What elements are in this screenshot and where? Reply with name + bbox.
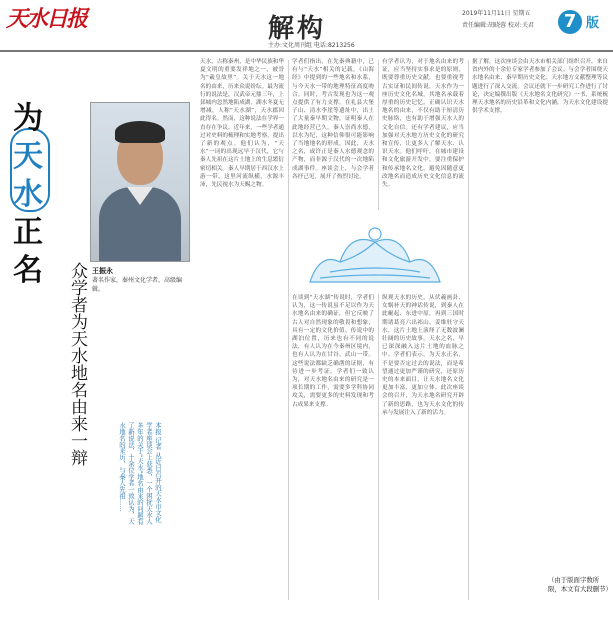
column-divider [378,60,379,210]
article-intro: 本报 记者 从近日召开的天水市文化学者座谈会上获悉，一个困扰天水人多年的关于“天水”地名由来的问题有了新说法，十余位学者一致认为，天水地名的来历，与秦人先祖…… [118,422,162,525]
headline [8,100,48,290]
section-title: 解构 [268,14,327,44]
headline-char: 为 [13,101,43,136]
editor-credits: 责任编辑:胡晓蓉 校对:关君 [462,22,534,29]
section-editor-info: 主办:文化周刊组 电话:8213256 [268,42,355,49]
column-divider [468,60,469,600]
headline-char: 名 [13,253,43,288]
photo-caption-desc: 著名作家，秦州文化学者，高级编辑。 [92,277,183,293]
article-note: （由于版面字数所限，本文有大段删节） [548,576,612,593]
author-photo [90,102,190,262]
article-column: 学者们指出，在先秦典籍中，已有与“天水”相关的记载。《山海经》中提到的一些地名和水系，与今天水一带的地理特征高度吻合。同时，考古发现也为这一观点提供了有力支撑。在礼县大堡子山、清水李崖等遗址中，出土了大量秦早期文物，证明秦人在此地经营已久。秦人崇尚水德，以水为纪，这种信仰很可能影响了当地地名的形成。因此，天水之名，或许正是秦人水德观念的产物，而非源于汉代的一次地陷成湖事件。座谈会上，与会学者各抒己见，展开了热烈讨论。 [292,59,374,180]
article-column: 有学者认为，对于地名由来的考证，应当坚持实事求是的原则，既要尊重历史文献，也要重视考古实证和民间传说。天水作为一座历史文化名城，其地名承载着厚重的历史记忆。正确认识天水地名的由来，不仅有助于厘清历史脉络，也有助于增强天水人的文化自信。还有学者建议，应当加强对天水地方历史文化的研究和宣传，让更多人了解天水、认识天水。他们呼吁，在城市建设和文化旅游开发中，要注重保护和传承地名文化，避免因随意更改地名而造成历史文化信息的流失。 [382,59,464,189]
column-divider [378,294,379,600]
article-column: 据了解，这次座谈会由天水市相关部门组织召开，来自省内外的十余位专家学者参加了会议。与会学者围绕天水地名由来、秦早期历史文化、天水地方文献整理等议题进行了深入交流。会议还就下一步研究工作进行了讨论，决定编撰出版《天水地名文化研究》一书，系统梳理天水地名的历史沿革和文化内涵，为天水文化建设提供学术支撑。 [472,59,608,115]
header-rule [0,50,613,52]
article-column: 纵观天水的历史，从伏羲画卦、女娲补天的神话传说，到秦人在此崛起、东进中原，再到三国时期诸葛亮六出祁山、姜维驻守天水，这片土地上演绎了无数波澜壮阔的历史故事。天水之名，早已深深融入这片土地的血脉之中。学者们表示，为天水正名，不是要否定过去的说法，而是希望通过更加严谨的研究，还原历史的本来面目，让天水地名文化更加丰富、更加立体。此次座谈会的召开，为天水地名研究开辟了新的思路，也为天水文化的传承与发展注入了新的活力。 [382,295,464,416]
page-suffix: 版 [586,16,600,31]
decorative-ornament [300,212,450,288]
subheadline: 众学者为天水地名由来一辩 [67,262,87,466]
headline-char: 水 [13,177,43,212]
column-divider [288,60,289,600]
article-column: 天水，古称秦州，是中华民族和华夏文明的重要发祥地之一，被誉为“羲皇故里”。关于天水这一地名的由来，历来众说纷纭。最为流行的说法是，汉武帝元鼎三年，上邽城内忽然地陷成湖，湖水冬夏无增减，人称“天水湖”，天水郡因此得名。然而，这种说法在学界一直存在争议。近年来，一些学者通过对史料的梳理和实地考察，提出了新的观点。他们认为，“天水”一词的出现远早于汉代，它与秦人先祖在这片土地上的生息繁衍密切相关。秦人早期居于西汉水上游一带，这里河流纵横，水源丰沛，先民视水为天赐之物。 [200,59,284,189]
issue-date: 2019年11月11日 星期五 [462,10,531,17]
article-column: 在谈到“天水湖”传说时，学者们认为，这一传说虽不足以作为天水地名由来的确证，但它反映了古人对自然现象的敬畏和想象，具有一定的文化价值。传说中的湖泊位置，历来也有不同的说法，有人认为在今秦州区境内，也有人认为在甘谷、武山一带。这些说法都缺乏确凿的证据，有待进一步考证。学者们一致认为，对天水地名由来的研究是一项长期的工作，需要多学科协同攻关，需要更多的史料发现和考古成果来支撑。 [292,295,374,408]
photo-caption-name: 王振永 [92,267,113,275]
headline-char: 天 [13,139,43,174]
headline-char: 正 [13,215,43,250]
page-number-badge: 7 [558,10,582,34]
newspaper-masthead: 天水日报 [6,6,87,32]
